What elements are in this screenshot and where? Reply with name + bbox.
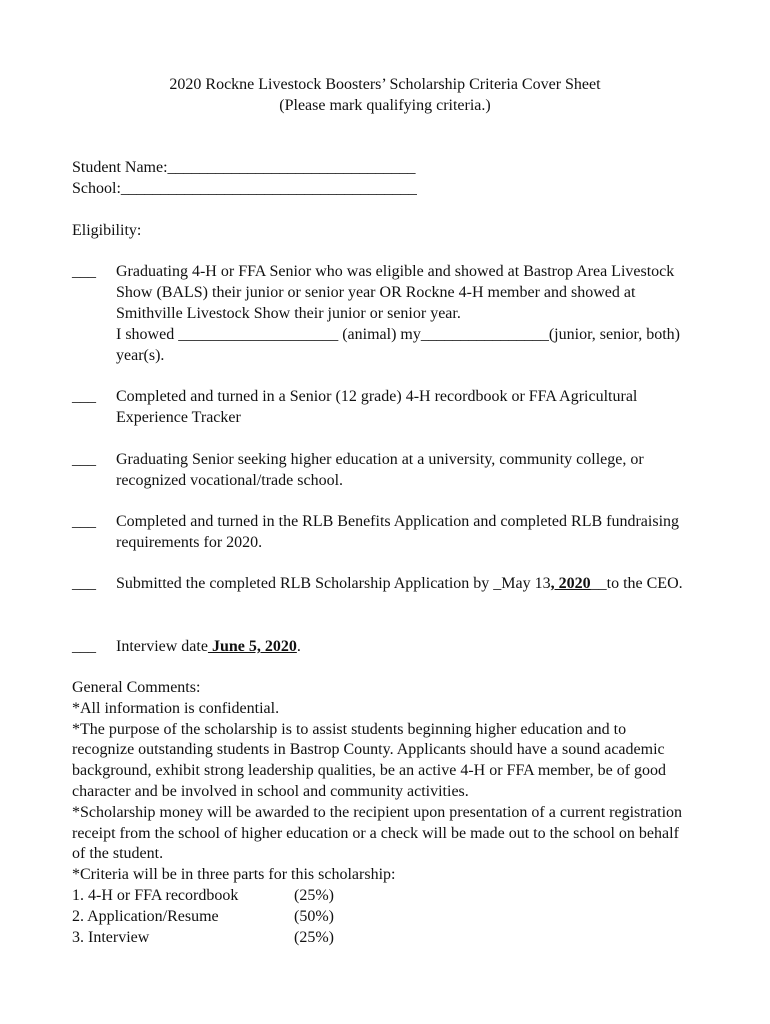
student-name-field[interactable]: Student Name:_______________________________ <box>72 159 416 176</box>
criteria-item-5 <box>116 573 706 594</box>
comment-money: *Scholarship money will be awarded to the recipient upon presentation of a current registration receipt from the school of higher education or a check will be made out to the school on behalf of the student. <box>72 803 683 863</box>
criteria-row <box>72 886 692 907</box>
comments-heading: General Comments: <box>72 679 201 696</box>
criteria-item-1 <box>116 261 706 366</box>
interview-date: June 5, 2020 <box>207 638 297 655</box>
criteria-item-5-suffix: __to the CEO. <box>590 575 683 592</box>
showed-animal-line[interactable]: I showed ____________________ (animal) my________________(junior, senior, both) year(s). <box>116 326 680 364</box>
criteria-row <box>72 928 692 949</box>
interview-date-label: Interview date <box>116 638 208 655</box>
checkbox-blank-6[interactable]: ___ <box>72 638 96 655</box>
interview-date-period: . <box>296 638 301 655</box>
checkbox-blank-3[interactable]: ___ <box>72 451 96 468</box>
criteria-item-1-text: Graduating 4-H or FFA Senior who was eligible and showed at Bastrop Area Livestock Show (BALS) their junior or senior year OR Rockne 4-H member and showed at Smithville Livestock Show their junior or senior year. <box>116 263 675 322</box>
eligibility-heading: Eligibility: <box>72 222 142 239</box>
criteria-weight: (50%) <box>294 907 334 925</box>
criteria-item-2: Completed and turned in a Senior (12 grade) 4-H recordbook or FFA Agricultural Experience Tracker <box>116 388 638 426</box>
criteria-item-3: Graduating Senior seeking higher education at a university, community college, or recognized vocational/trade school. <box>116 451 644 489</box>
criteria-item-6 <box>116 636 706 657</box>
deadline-year: , 2020 <box>550 575 591 592</box>
criteria-weight: (25%) <box>294 928 334 946</box>
criteria-label: 2. Application/Resume <box>72 907 219 925</box>
checkbox-blank-4[interactable]: ___ <box>72 513 96 530</box>
checkbox-blank-1[interactable]: ___ <box>72 263 96 280</box>
criteria-label: 3. Interview <box>72 928 150 946</box>
general-comments <box>72 678 692 948</box>
school-field[interactable]: School:_____________________________________ <box>72 180 417 197</box>
criteria-label: 1. 4-H or FFA recordbook <box>72 886 239 904</box>
checkbox-blank-2[interactable]: ___ <box>72 388 96 405</box>
criteria-intro: *Criteria will be in three parts for this scholarship: <box>72 866 396 884</box>
document-title: 2020 Rockne Livestock Boosters’ Scholarship Criteria Cover Sheet <box>169 76 601 93</box>
document-subtitle: (Please mark qualifying criteria.) <box>279 97 491 114</box>
criteria-item-5-prefix: Submitted the completed RLB Scholarship Application by _May 13 <box>116 575 551 592</box>
comment-confidential: *All information is confidential. <box>72 699 280 717</box>
checkbox-blank-5[interactable]: ___ <box>72 575 96 592</box>
criteria-weight: (25%) <box>294 886 334 904</box>
comment-purpose: *The purpose of the scholarship is to assist students beginning higher education and to recognize outstanding students in Bastrop County. Applicants should have a sound academic background, exhibit strong leadership qualities, be an active 4-H or FFA member, be of good character and be involved in school and community activities. <box>72 720 667 800</box>
criteria-row <box>72 907 692 928</box>
criteria-item-4: Completed and turned in the RLB Benefits Application and completed RLB fundraising requirements for 2020. <box>116 513 680 551</box>
